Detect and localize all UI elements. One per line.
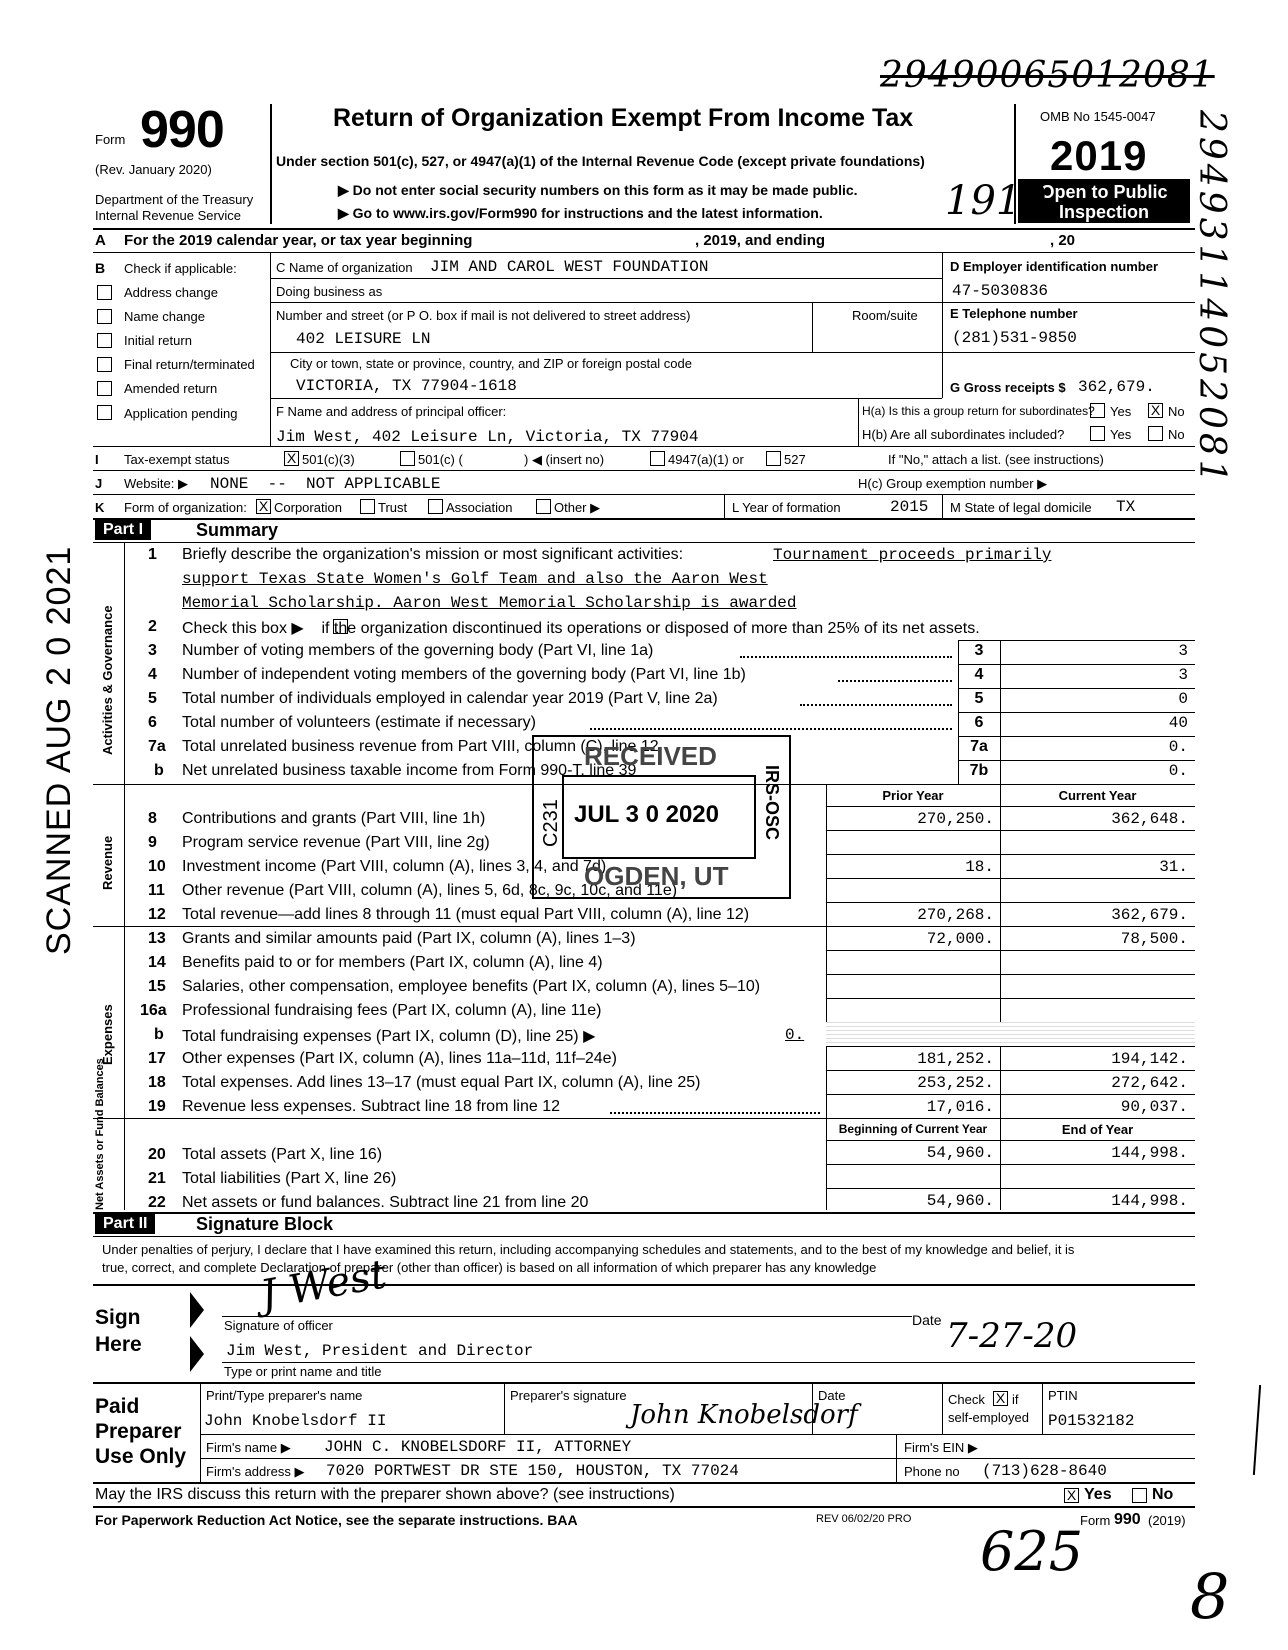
- line11-num: 11: [148, 882, 165, 899]
- stamp-side: IRS-OSC: [762, 765, 782, 841]
- line11-text: Other revenue (Part VIII, column (A), lines 5, 6d, 8c, 9c, 10c, and 11e): [182, 882, 678, 899]
- part1-title: Summary: [196, 520, 279, 540]
- subordinates-yes-checkbox[interactable]: [1090, 426, 1105, 441]
- date-label: Date: [912, 1312, 942, 1328]
- org-name[interactable]: JIM AND CAROL WEST FOUNDATION: [430, 258, 709, 276]
- open-to-public-badge: Open to Public Inspection: [1018, 179, 1190, 223]
- omb-number: OMB No 1545-0047: [1040, 109, 1156, 124]
- ein-label: D Employer identification number: [950, 259, 1159, 274]
- firm-name[interactable]: JOHN C. KNOBELSDORF II, ATTORNEY: [324, 1438, 632, 1456]
- line6-box: 6: [974, 714, 984, 731]
- officer-signature[interactable]: J West: [256, 1251, 390, 1319]
- stamp-city: OGDEN, UT: [584, 861, 729, 891]
- line20-num: 20: [148, 1146, 166, 1163]
- line18-prior[interactable]: 253,252.: [917, 1074, 994, 1092]
- final-return-checkbox[interactable]: [97, 357, 112, 372]
- check-label: Check: [948, 1392, 985, 1407]
- line15-text: Salaries, other compensation, employee benefits (Part IX, column (A), lines 5–10): [182, 978, 761, 995]
- street-label: Number and street (or P O. box if mail is not delivered to street address): [276, 308, 691, 323]
- net-assets-side-label: Net Assets or Fund Balances: [94, 1058, 106, 1210]
- line10-text: Investment income (Part VIII, column (A), lines 3, 4, and 7d): [182, 858, 607, 875]
- line14-num: 14: [148, 954, 166, 971]
- prior-year-heading: Prior Year: [882, 788, 944, 803]
- part2-tag: Part II: [95, 1214, 155, 1234]
- unrelated-revenue-value[interactable]: 0.: [1168, 738, 1188, 756]
- year-formation-label: L Year of formation: [732, 500, 841, 515]
- type-name-label: Type or print name and title: [224, 1364, 382, 1379]
- line19-prior[interactable]: 17,016.: [926, 1098, 994, 1116]
- instruction-ssn: ▶ Do not enter social security numbers on this form as it may be made public.: [338, 182, 858, 198]
- discuss-no-checkbox[interactable]: [1132, 1488, 1147, 1503]
- preparer-label: Preparer: [95, 1420, 182, 1443]
- received-text: RECEIVED: [584, 741, 717, 771]
- group-return-no-checkbox[interactable]: X: [1148, 403, 1163, 418]
- footer-form-number: 990: [1114, 1511, 1141, 1528]
- form-revision: (Rev. January 2020): [95, 162, 212, 177]
- footer-form-label: Form: [1080, 1513, 1111, 1528]
- mission-line-1[interactable]: Tournament proceeds primarily: [773, 546, 1052, 564]
- line14-text: Benefits paid to or for members (Part IX, column (A), line 4): [182, 954, 603, 971]
- line1-num: 1: [148, 546, 157, 563]
- stamp-date: JUL 3 0 2020: [574, 801, 719, 828]
- group-return-no-label: No: [1168, 404, 1185, 419]
- discontinued-checkbox[interactable]: [333, 619, 348, 634]
- line4-box: 4: [974, 666, 984, 683]
- amended-return-label: Amended return: [124, 381, 218, 396]
- line17-current[interactable]: 194,142.: [1111, 1050, 1188, 1068]
- mission-line-3[interactable]: Memorial Scholarship. Aaron West Memorial Scholarship is awarded: [182, 594, 797, 612]
- tax-year: 2019: [1050, 132, 1148, 179]
- line22-boy[interactable]: 54,960.: [926, 1192, 994, 1210]
- preparer-signature[interactable]: John Knobelsdorf: [630, 1400, 858, 1430]
- footer-year: (2019): [1148, 1513, 1186, 1528]
- line6-num: 6: [148, 714, 157, 731]
- margin-note-625: 625: [980, 1520, 1084, 1583]
- dba-label: Doing business as: [276, 284, 383, 299]
- volunteers-value[interactable]: 40: [1168, 714, 1188, 732]
- penalty-text-1: Under penalties of perjury, I declare that I have examined this return, including accompanying schedules and statements, and to the best of my knowledge and belief, it is: [102, 1242, 1075, 1257]
- discuss-yes-checkbox[interactable]: X: [1064, 1488, 1079, 1503]
- line4-num: 4: [148, 666, 157, 683]
- line8-num: 8: [148, 810, 157, 827]
- line7b-num: b: [154, 762, 164, 779]
- irs-service: Internal Revenue Service: [95, 208, 241, 223]
- subordinates-yes-label: Yes: [1110, 427, 1132, 442]
- shaded-row: [826, 1022, 1195, 1046]
- line5-num: 5: [148, 690, 157, 707]
- attach-list-note: If "No," attach a list. (see instructions): [888, 452, 1104, 467]
- signature-date[interactable]: 7-27-20: [946, 1316, 1078, 1356]
- trust-checkbox[interactable]: [360, 499, 375, 514]
- dln-side: 29493114052081: [1191, 110, 1232, 487]
- initial-return-label: Initial return: [124, 333, 192, 348]
- line12-current[interactable]: 362,679.: [1111, 906, 1188, 924]
- check-if-applicable-label: Check if applicable:: [124, 261, 237, 276]
- line5-text: Total number of individuals employed in calendar year 2019 (Part V, line 2a): [182, 690, 718, 707]
- application-pending-label: Application pending: [124, 406, 238, 421]
- penalty-text-2: true, correct, and complete Declaration of preparer (other than officer) is based on all information of which preparer has any knowledge: [102, 1260, 877, 1275]
- line2-num: 2: [148, 618, 157, 635]
- name-change-label: Name change: [124, 309, 205, 324]
- line-i-letter: I: [95, 452, 99, 467]
- subordinates-no-label: No: [1168, 427, 1185, 442]
- line-a-end: , 20: [1050, 232, 1076, 249]
- website-value[interactable]: NONE -- NOT APPLICABLE: [210, 475, 441, 493]
- line3-num: 3: [148, 642, 157, 659]
- address-change-label: Address change: [124, 285, 218, 300]
- line10-prior[interactable]: 18.: [965, 858, 994, 876]
- status-501c-checkbox[interactable]: [400, 451, 415, 466]
- association-checkbox[interactable]: [428, 499, 443, 514]
- preparer-name-label: Print/Type preparer's name: [206, 1388, 363, 1403]
- firm-name-label: Firm's name ▶: [206, 1440, 291, 1455]
- subordinates-question: H(b) Are all subordinates included?: [862, 427, 1065, 442]
- line8-prior[interactable]: 270,250.: [917, 810, 994, 828]
- firm-ein-label: Firm's EIN ▶: [904, 1440, 978, 1455]
- firm-address[interactable]: 7020 PORTWEST DR STE 150, HOUSTON, TX 77024: [326, 1462, 739, 1480]
- sign-label: Sign: [95, 1306, 141, 1329]
- line4-text: Number of independent voting members of the governing body (Part VI, line 1b): [182, 666, 746, 683]
- address-change-checkbox[interactable]: [97, 285, 112, 300]
- amended-return-checkbox[interactable]: [97, 381, 112, 396]
- current-year-heading: Current Year: [1058, 788, 1137, 803]
- footer-rev: REV 06/02/20 PRO: [816, 1513, 912, 1525]
- preparer-name[interactable]: John Knobelsdorf II: [204, 1412, 387, 1430]
- discuss-no-label: No: [1152, 1486, 1174, 1503]
- line9-text: Program service revenue (Part VIII, line 2g): [182, 834, 490, 851]
- fundraising-expenses-inline[interactable]: 0.: [785, 1026, 805, 1044]
- line3-box: 3: [974, 642, 984, 659]
- officer-name-title[interactable]: Jim West, President and Director: [226, 1342, 534, 1360]
- principal-officer-value[interactable]: Jim West, 402 Leisure Ln, Victoria, TX 77904: [276, 428, 699, 446]
- line15-num: 15: [148, 978, 166, 995]
- telephone-value[interactable]: (281)531-9850: [952, 329, 1077, 347]
- line21-num: 21: [148, 1170, 166, 1187]
- line7a-text: Total unrelated business revenue from Part VIII, column (C), line 12: [182, 738, 659, 755]
- line16a-num: 16a: [140, 1002, 167, 1019]
- line20-text: Total assets (Part X, line 16): [182, 1146, 383, 1163]
- corporation-checkbox[interactable]: X: [256, 499, 271, 514]
- line-j-letter: J: [95, 476, 103, 491]
- self-employed-label: self-employed: [948, 1410, 1029, 1425]
- line13-text: Grants and similar amounts paid (Part IX, column (A), lines 1–3): [182, 930, 636, 947]
- ein-value[interactable]: 47-5030836: [952, 282, 1049, 300]
- application-pending-checkbox[interactable]: [97, 405, 112, 420]
- phone-value[interactable]: (713)628-8640: [982, 1462, 1107, 1480]
- line10-num: 10: [148, 858, 166, 875]
- group-exemption-label: H(c) Group exemption number ▶: [858, 476, 1048, 491]
- line-a-letter: A: [95, 232, 106, 249]
- form-of-org-label: Form of organization:: [124, 500, 247, 515]
- gross-receipts-label: G Gross receipts $: [950, 380, 1066, 395]
- stamp-code: C231: [540, 799, 562, 847]
- line19-num: 19: [148, 1098, 166, 1115]
- phone-label: Phone no: [904, 1464, 960, 1479]
- principal-officer-label: F Name and address of principal officer:: [276, 404, 507, 419]
- status-501c3-checkbox[interactable]: X: [284, 451, 299, 466]
- footer-paperwork: For Paperwork Reduction Act Notice, see the separate instructions. BAA: [95, 1512, 578, 1528]
- line22-eoy[interactable]: 144,998.: [1111, 1192, 1188, 1210]
- paid-label: Paid: [95, 1395, 140, 1418]
- street-address[interactable]: 402 LEISURE LN: [296, 330, 431, 348]
- line5-box: 5: [974, 690, 984, 707]
- line21-text: Total liabilities (Part X, line 26): [182, 1170, 397, 1187]
- line6-text: Total number of volunteers (estimate if necessary): [182, 714, 536, 731]
- self-employed-checkbox[interactable]: X: [993, 1391, 1008, 1406]
- line12-text: Total revenue—add lines 8 through 11 (must equal Part VIII, column (A), line 12): [182, 906, 750, 923]
- use-only-label: Use Only: [95, 1445, 187, 1468]
- line16b-num: b: [154, 1026, 164, 1043]
- association-label: Association: [446, 500, 513, 515]
- handwritten-code: 1910: [945, 178, 1047, 224]
- line9-num: 9: [148, 834, 157, 851]
- year-formation-value[interactable]: 2015: [890, 498, 929, 516]
- line7a-box: 7a: [970, 738, 988, 755]
- line18-num: 18: [148, 1074, 166, 1091]
- line8-current[interactable]: 362,648.: [1111, 810, 1188, 828]
- line16b-text: Total fundraising expenses (Part IX, column (D), line 25) ▶: [182, 1028, 596, 1045]
- form-subtitle: Under section 501(c), 527, or 4947(a)(1) of the Internal Revenue Code (except private foundations): [276, 153, 925, 169]
- line-b-letter: B: [95, 260, 106, 276]
- corporation-label: Corporation: [274, 500, 342, 515]
- dln-number: 29490065012081: [880, 55, 1215, 96]
- legal-domicile-value[interactable]: TX: [1116, 498, 1136, 516]
- ptin-label: PTIN: [1048, 1388, 1078, 1403]
- eoy-heading: End of Year: [1061, 1122, 1134, 1137]
- line7a-num: 7a: [148, 738, 166, 755]
- line19-text: Revenue less expenses. Subtract line 18 from line 12: [182, 1098, 560, 1115]
- independent-members-value[interactable]: 3: [1178, 666, 1188, 684]
- ptin-value[interactable]: P01532182: [1048, 1412, 1135, 1430]
- status-4947-checkbox[interactable]: [650, 451, 665, 466]
- name-change-checkbox[interactable]: [97, 309, 112, 324]
- part2-title: Signature Block: [196, 1214, 334, 1234]
- initial-return-checkbox[interactable]: [97, 333, 112, 348]
- line22-text: Net assets or fund balances. Subtract line 21 from line 20: [182, 1194, 589, 1211]
- line3-text: Number of voting members of the governing body (Part VI, line 1a): [182, 642, 654, 659]
- final-return-label: Final return/terminated: [124, 357, 255, 372]
- line8-text: Contributions and grants (Part VIII, line 1h): [182, 810, 486, 827]
- gross-receipts-value[interactable]: 362,679.: [1078, 378, 1155, 396]
- boy-heading: Beginning of Current Year: [838, 1122, 988, 1136]
- expenses-side-label: Expenses: [100, 1004, 115, 1065]
- discuss-yes-label: Yes: [1084, 1486, 1112, 1503]
- name-arrow-icon: [190, 1336, 204, 1372]
- line-a-mid: , 2019, and ending: [695, 232, 826, 249]
- line13-num: 13: [148, 930, 166, 947]
- employees-value[interactable]: 0: [1178, 690, 1188, 708]
- line12-num: 12: [148, 906, 166, 923]
- margin-mark: [1253, 1385, 1261, 1475]
- line1-text: Briefly describe the organization's mission or most significant activities:: [182, 546, 684, 563]
- tax-exempt-status-label: Tax-exempt status: [124, 452, 230, 467]
- line-a-text: For the 2019 calendar year, or tax year beginning: [124, 232, 473, 249]
- line7b-text: Net unrelated business taxable income from Form 990-T, line 39: [182, 762, 637, 779]
- line17-num: 17: [148, 1050, 166, 1067]
- line13-prior[interactable]: 72,000.: [926, 930, 994, 948]
- line7b-box: 7b: [969, 762, 989, 779]
- activities-governance-side-label: Activities & Governance: [100, 605, 115, 755]
- unrelated-taxable-value[interactable]: 0.: [1168, 762, 1188, 780]
- legal-domicile-label: M State of legal domicile: [950, 500, 1092, 515]
- voting-members-value[interactable]: 3: [1178, 642, 1188, 660]
- line19-current[interactable]: 90,037.: [1120, 1098, 1188, 1116]
- city-state-zip[interactable]: VICTORIA, TX 77904-1618: [296, 377, 517, 395]
- status-527-checkbox[interactable]: [766, 451, 781, 466]
- line20-eoy[interactable]: 144,998.: [1111, 1144, 1188, 1162]
- status-527-label: 527: [784, 452, 806, 467]
- group-return-yes-checkbox[interactable]: [1090, 403, 1105, 418]
- line18-text: Total expenses. Add lines 13–17 (must equal Part IX, column (A), line 25): [182, 1074, 701, 1091]
- line16a-text: Professional fundraising fees (Part IX, column (A), line 11e): [182, 1002, 602, 1019]
- signature-officer-label: Signature of officer: [224, 1318, 333, 1333]
- line18-current[interactable]: 272,642.: [1111, 1074, 1188, 1092]
- telephone-label: E Telephone number: [950, 306, 1078, 321]
- form-label: Form: [95, 132, 126, 147]
- subordinates-no-checkbox[interactable]: [1148, 426, 1163, 441]
- status-501c-label: 501(c) (: [418, 452, 463, 467]
- line20-boy[interactable]: 54,960.: [926, 1144, 994, 1162]
- status-501c3-label: 501(c)(3): [302, 452, 355, 467]
- room-suite-label: Room/suite: [852, 308, 918, 323]
- other-label: Other ▶: [554, 500, 601, 515]
- line22-num: 22: [148, 1194, 166, 1211]
- status-insert-no-label: ) ◀ (insert no): [524, 452, 605, 467]
- trust-label: Trust: [378, 500, 408, 515]
- preparer-date-label: Date: [818, 1388, 846, 1403]
- sign-arrow-icon: [190, 1292, 204, 1328]
- line17-text: Other expenses (Part IX, column (A), lines 11a–11d, 11f–24e): [182, 1050, 617, 1067]
- form-number: 990: [140, 101, 224, 159]
- scanned-stamp: SCANNED AUG 2 0 2021: [40, 545, 78, 955]
- discuss-question: May the IRS discuss this return with the preparer shown above? (see instructions): [95, 1486, 675, 1503]
- part1-tag: Part I: [95, 520, 151, 540]
- line12-prior[interactable]: 270,268.: [917, 906, 994, 924]
- website-label: Website: ▶: [124, 476, 188, 491]
- line-k-letter: K: [95, 500, 105, 515]
- instruction-website: ▶ Go to www.irs.gov/Form990 for instructions and the latest information.: [338, 205, 823, 221]
- other-checkbox[interactable]: [536, 499, 551, 514]
- firm-address-label: Firm's address ▶: [206, 1464, 305, 1479]
- received-stamp: [532, 735, 791, 899]
- line2-text: Check this box ▶ if the organization discontinued its operations or disposed of more than 25% of its net assets.: [182, 620, 980, 637]
- group-return-question: H(a) Is this a group return for subordinates?: [862, 404, 1095, 418]
- if-label: if: [1012, 1392, 1019, 1407]
- city-label: City or town, state or province, country, and ZIP or foreign postal code: [290, 356, 692, 371]
- status-4947-label: 4947(a)(1) or: [668, 452, 744, 467]
- revenue-side-label: Revenue: [100, 835, 115, 890]
- line17-prior[interactable]: 181,252.: [917, 1050, 994, 1068]
- margin-note-8: 8: [1190, 1560, 1230, 1633]
- org-name-label: C Name of organization: [276, 260, 413, 275]
- group-return-yes-label: Yes: [1110, 404, 1132, 419]
- line13-current[interactable]: 78,500.: [1120, 930, 1188, 948]
- mission-line-2[interactable]: support Texas State Women's Golf Team and also the Aaron West: [182, 570, 768, 588]
- preparer-signature-label: Preparer's signature: [510, 1388, 627, 1403]
- line10-current[interactable]: 31.: [1159, 858, 1188, 876]
- department: Department of the Treasury: [95, 192, 254, 207]
- here-label: Here: [95, 1333, 142, 1356]
- form-title: Return of Organization Exempt From Income Tax: [333, 104, 914, 132]
